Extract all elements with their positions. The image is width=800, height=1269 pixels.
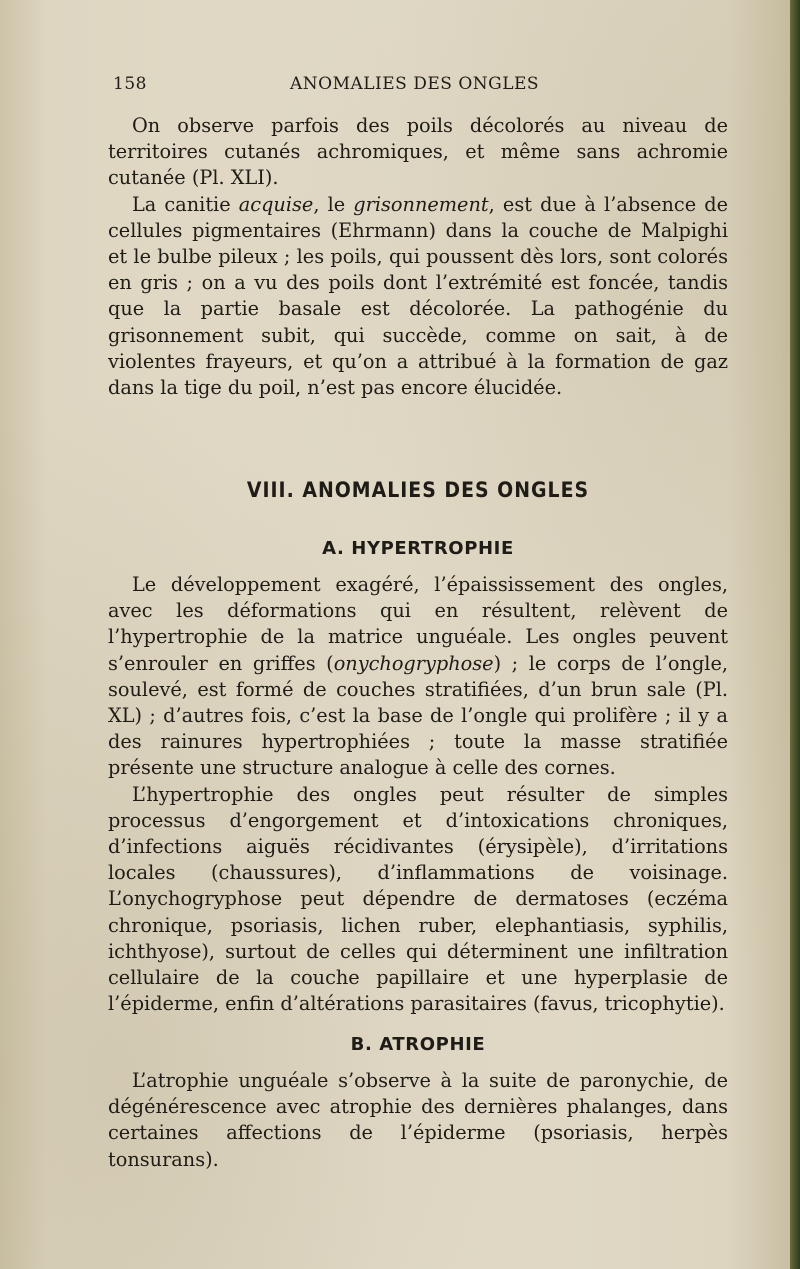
intro-paragraph-2-start: La canitie	[132, 192, 239, 216]
page-number: 158	[113, 74, 147, 94]
hypertrophie-paragraph-1	[108, 572, 728, 782]
hypertrophie-title: A. HYPERTROPHIE	[322, 538, 514, 559]
atrophie-title: B. ATROPHIE	[350, 1034, 486, 1055]
section-title: VIII. ANOMALIES DES ONGLES	[246, 478, 590, 502]
hypertrophie-text	[108, 572, 728, 1017]
page-edge	[790, 0, 800, 1269]
intro-paragraph-2-end: , est due à l’absence de cellules pigmentaires (Ehrmann) dans la couche de Malpighi et le bulbe pileux ; les poils, qui poussent dès lors, sont colorés en gris ; on a vu des poils dont l’extrémité est foncée, tandis que la partie basale est décolorée. La pathogénie du grisonnement subit, qui succède, comme on sait, à de violentes frayeurs, et qu’on a attribué à la formation de gaz dans la tige du poil, n’est pas encore élucidée.	[108, 192, 728, 400]
intro-paragraph-2-mid: , le	[313, 192, 354, 216]
intro-paragraph-2	[108, 192, 728, 402]
intro-paragraph-1: On observe parfois des poils décolorés au niveau de territoires cutanés achromiques, et même sans achromie cutanée (Pl. XLI).	[108, 114, 728, 190]
hypertrophie-paragraph-1-start: Le développement exagéré, l’épaississement des ongles, avec les déformations qui en résultent, relèvent de l’hypertrophie de la matrice unguéale. Les ongles peuvent s’enrouler en griffes (	[108, 573, 728, 675]
intro-text	[108, 113, 728, 401]
atrophie-paragraph-1: L’atrophie unguéale s’observe à la suite de paronychie, de dégénérescence avec atrophie des dernières phalanges, dans certaines affections de l’épiderme (psoriasis, herpès tonsurans).	[108, 1069, 728, 1171]
term-acquise: acquise	[238, 192, 314, 216]
atrophie-text	[108, 1068, 728, 1173]
page-header	[113, 74, 723, 100]
term-grisonnement: grisonnement	[353, 192, 489, 216]
term-onychogryphose: onychogryphose	[333, 651, 494, 675]
hypertrophie-paragraph-1-end: ) ; le corps de l’ongle, soulevé, est formé de couches stratifiées, d’un brun sale (Pl. XL) ; d’autres fois, c’est la base de l’ongle qui prolifère ; il y a des rainures hypertrophiées ; toute la masse stratifiée présente une structure analogue à celle des cornes.	[108, 651, 728, 780]
hypertrophie-paragraph-2: L’hypertrophie des ongles peut résulter de simples processus d’engorgement et d’intoxications chroniques, d’infections aiguës récidivantes (érysipèle), d’irritations locales (chaussures), d’inflammations de voisinage. L’onychogryphose peut dépendre de dermatoses (eczéma chronique, psoriasis, lichen ruber, elephantiasis, syphilis, ichthyose), surtout de celles qui déterminent une infiltration cellulaire de la couche papillaire et une hyperplasie de l’épiderme, enfin d’altérations parasitaires (favus, tricophytie).	[108, 782, 728, 1016]
running-title: ANOMALIES DES ONGLES	[290, 74, 540, 94]
